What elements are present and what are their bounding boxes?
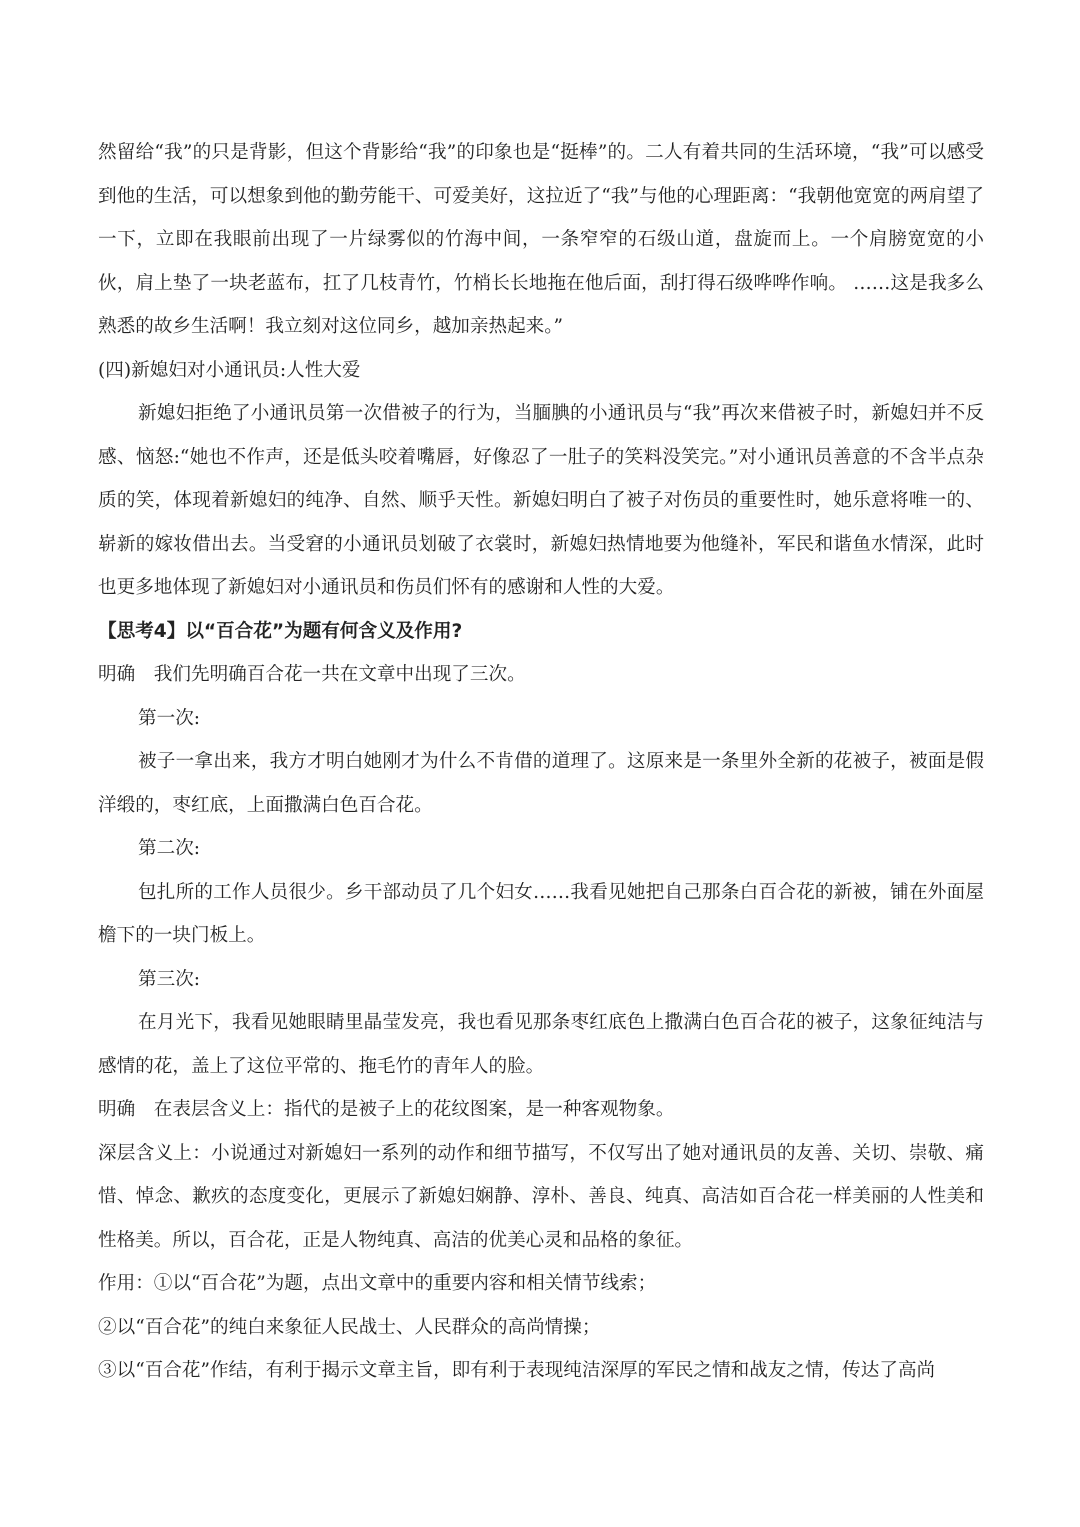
occurrence-label-3: 第三次: (138, 968, 201, 990)
function-2: ②以“百合花”的纯白来象征人民战士、人民群众的高尚情操； (98, 1316, 601, 1338)
occurrence-label-2: 第二次: (138, 838, 201, 859)
function-3: ③以“百合花”作结，有利于揭示文章主旨，即有利于表现纯洁深厚的军民之情和战友之情，传达了高尚 (98, 1360, 936, 1381)
question-heading-4: 【思考4】以“百合花”为题有何含义及作用? (98, 620, 463, 642)
answer-intro: 明确 我们先明确百合花一共在文章中出现了三次。 (98, 664, 526, 685)
function-1: 作用：①以“百合花”为题，点出文章中的重要内容和相关情节线索； (98, 1273, 657, 1294)
occurrence-text-1: 被子一拿出来，我方才明白她刚才为什么不肯借的道理了。这原来是一条里外全新的花被子，被面是假洋缎的，枣红底，上面撒满白色百合花。 (98, 751, 984, 816)
section-heading-four: (四)新媳妇对小通讯员:人性大爱 (98, 359, 361, 381)
surface-meaning: 明确 在表层含义上：指代的是被子上的花纹图案，是一种客观物象。 (98, 1099, 675, 1120)
deep-meaning: 深层含义上：小说通过对新媳妇一系列的动作和细节描写，不仅写出了她对通讯员的友善、关切、崇敬、痛惜、悼念、歉疚的态度变化，更展示了新媳妇娴静、淳朴、善良、纯真、高洁如百合花一样美丽的人性美和性格美。所以，百合花，正是人物纯真、高洁的优美心灵和品格的象征。 (98, 1142, 984, 1251)
paragraph-bride-love: 新媳妇拒绝了小通讯员第一次借被子的行为，当腼腆的小通讯员与“我”再次来借被子时，新媳妇并不反感、恼怒:“她也不作声，还是低头咬着嘴唇，好像忍了一肚子的笑料没笑完。”对小通讯员善意的不含半点杂质的笑，体现着新媳妇的纯净、自然、顺乎天性。新媳妇明白了被子对伤员的重要性时，她乐意将唯一的、崭新的嫁妆借出去。当受窘的小通讯员划破了衣裳时，新媳妇热情地要为他缝补，军民和谐鱼水情深，此时也更多地体现了新媳妇对小通讯员和伤员们怀有的感谢和人性的大爱。 (98, 403, 984, 598)
occurrence-label-1: 第一次: (138, 707, 201, 729)
occurrence-text-3: 在月光下，我看见她眼睛里晶莹发亮，我也看见那条枣红底色上撒满白色百合花的被子，这象征纯洁与感情的花，盖上了这位平常的、拖毛竹的青年人的脸。 (98, 1012, 984, 1077)
occurrence-text-2: 包扎所的工作人员很少。乡干部动员了几个妇女……我看见她把自己那条白百合花的新被，铺在外面屋檐下的一块门板上。 (98, 881, 984, 946)
document-body (98, 131, 984, 1393)
paragraph-background-impression: 然留给“我”的只是背影，但这个背影给“我”的印象也是“挺棒”的。二人有着共同的生活环境，“我”可以感受到他的生活，可以想象到他的勤劳能干、可爱美好，这拉近了“我”与他的心理距离：“我朝他宽宽的两肩望了一下，立即在我眼前出现了一片绿雾似的竹海中间，一条窄窄的石级山道，盘旋而上。一个肩膀宽宽的小伙，肩上垫了一块老蓝布，扛了几枝青竹，竹梢长长地拖在他后面，刮打得石级哗哗作响。 ……这是我多么熟悉的故乡生活啊！我立刻对这位同乡，越加亲热起来。” (98, 142, 984, 337)
